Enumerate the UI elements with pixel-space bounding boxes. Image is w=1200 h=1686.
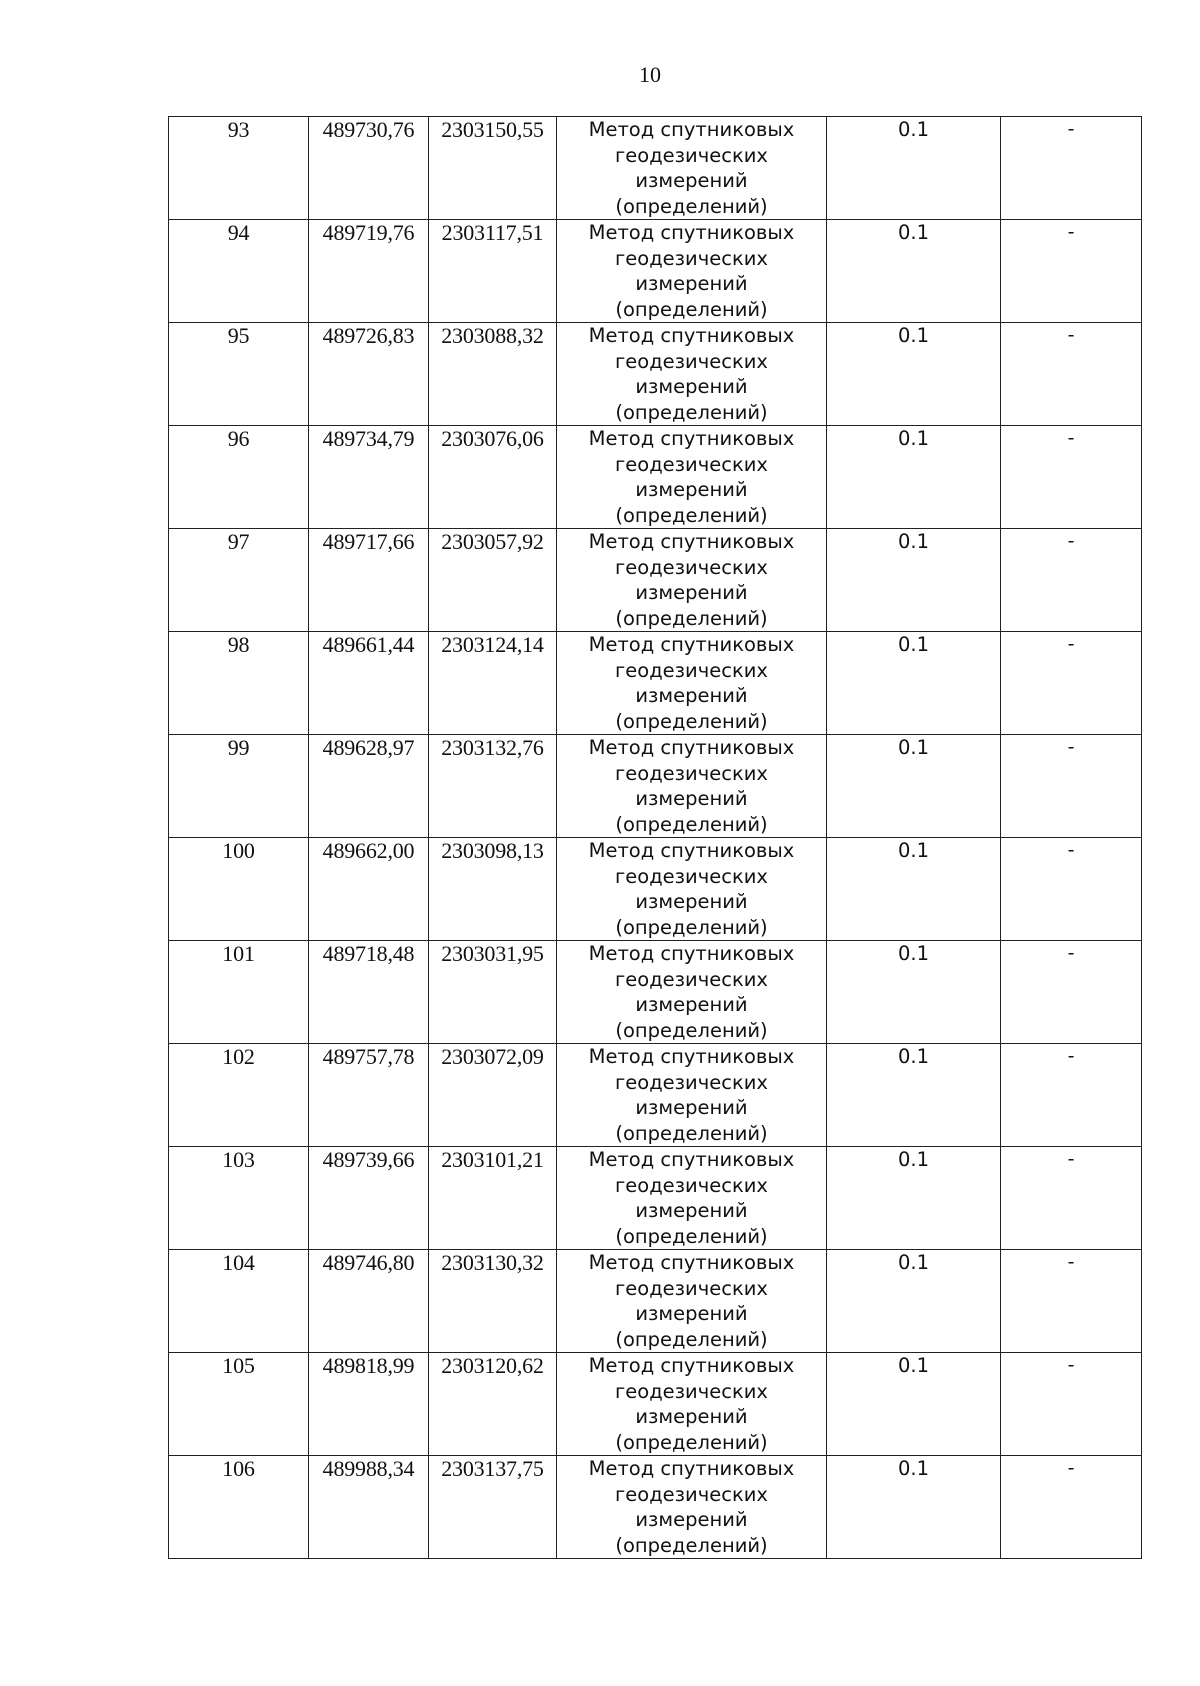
- accuracy-cell: 0.1: [827, 632, 1001, 735]
- method-line: Метод спутниковых: [588, 736, 795, 759]
- x-coordinate-cell: 489718,48: [309, 941, 429, 1044]
- method-cell: [557, 1250, 827, 1353]
- table-row: [169, 1250, 1142, 1353]
- method-line: геодезических: [615, 1379, 768, 1403]
- method-line: (определений): [615, 1018, 768, 1042]
- method-line: измерений: [635, 993, 748, 1016]
- method-line: геодезических: [615, 761, 768, 785]
- method-cell: [557, 941, 827, 1044]
- method-line: Метод спутниковых: [588, 633, 795, 656]
- y-coordinate-cell: 2303130,32: [429, 1250, 557, 1353]
- table-row: [169, 735, 1142, 838]
- method-line: измерений: [635, 890, 748, 913]
- method-line: геодезических: [615, 864, 768, 888]
- note-cell: -: [1001, 1353, 1142, 1456]
- x-coordinate-cell: 489739,66: [309, 1147, 429, 1250]
- note-cell: -: [1001, 632, 1142, 735]
- method-line: измерений: [635, 1199, 748, 1222]
- point-number-cell: 93: [169, 117, 309, 220]
- accuracy-cell: 0.1: [827, 426, 1001, 529]
- x-coordinate-cell: 489717,66: [309, 529, 429, 632]
- table-row: [169, 1147, 1142, 1250]
- coordinates-table-body: [169, 117, 1142, 1559]
- point-number-cell: 103: [169, 1147, 309, 1250]
- method-line: геодезических: [615, 246, 768, 270]
- method-cell: [557, 1353, 827, 1456]
- method-line: Метод спутниковых: [588, 1251, 795, 1274]
- point-number-cell: 98: [169, 632, 309, 735]
- method-line: (определений): [615, 812, 768, 836]
- accuracy-cell: 0.1: [827, 1044, 1001, 1147]
- point-number-cell: 105: [169, 1353, 309, 1456]
- y-coordinate-cell: 2303101,21: [429, 1147, 557, 1250]
- method-line: измерений: [635, 581, 748, 604]
- method-line: (определений): [615, 915, 768, 939]
- method-line: Метод спутниковых: [588, 942, 795, 965]
- table-row: [169, 1456, 1142, 1559]
- x-coordinate-cell: 489730,76: [309, 117, 429, 220]
- x-coordinate-cell: 489661,44: [309, 632, 429, 735]
- point-number-cell: 101: [169, 941, 309, 1044]
- method-line: (определений): [615, 1430, 768, 1454]
- y-coordinate-cell: 2303132,76: [429, 735, 557, 838]
- method-line: Метод спутниковых: [588, 839, 795, 862]
- note-cell: -: [1001, 838, 1142, 941]
- note-cell: -: [1001, 1147, 1142, 1250]
- accuracy-cell: 0.1: [827, 1147, 1001, 1250]
- x-coordinate-cell: 489746,80: [309, 1250, 429, 1353]
- accuracy-cell: 0.1: [827, 735, 1001, 838]
- note-cell: -: [1001, 1044, 1142, 1147]
- y-coordinate-cell: 2303057,92: [429, 529, 557, 632]
- method-line: (определений): [615, 709, 768, 733]
- method-line: (определений): [615, 194, 768, 218]
- method-line: геодезических: [615, 658, 768, 682]
- x-coordinate-cell: 489719,76: [309, 220, 429, 323]
- method-line: (определений): [615, 297, 768, 321]
- note-cell: -: [1001, 1250, 1142, 1353]
- table-row: [169, 838, 1142, 941]
- note-cell: -: [1001, 529, 1142, 632]
- method-line: измерений: [635, 1508, 748, 1531]
- method-line: Метод спутниковых: [588, 118, 795, 141]
- note-cell: -: [1001, 941, 1142, 1044]
- table-row: [169, 323, 1142, 426]
- y-coordinate-cell: 2303117,51: [429, 220, 557, 323]
- method-line: измерений: [635, 1405, 748, 1428]
- coordinates-table: [168, 116, 1142, 1559]
- y-coordinate-cell: 2303088,32: [429, 323, 557, 426]
- table-row: [169, 1353, 1142, 1456]
- table-row: [169, 1044, 1142, 1147]
- accuracy-cell: 0.1: [827, 117, 1001, 220]
- method-cell: [557, 117, 827, 220]
- x-coordinate-cell: 489662,00: [309, 838, 429, 941]
- method-line: измерений: [635, 478, 748, 501]
- method-line: (определений): [615, 400, 768, 424]
- y-coordinate-cell: 2303150,55: [429, 117, 557, 220]
- method-line: измерений: [635, 169, 748, 192]
- table-row: [169, 941, 1142, 1044]
- table-row: [169, 117, 1142, 220]
- method-line: (определений): [615, 1224, 768, 1248]
- method-cell: [557, 1044, 827, 1147]
- method-line: Метод спутниковых: [588, 1148, 795, 1171]
- table-row: [169, 426, 1142, 529]
- y-coordinate-cell: 2303137,75: [429, 1456, 557, 1559]
- method-line: (определений): [615, 1327, 768, 1351]
- method-line: Метод спутниковых: [588, 1354, 795, 1377]
- method-line: измерений: [635, 684, 748, 707]
- method-line: (определений): [615, 1533, 768, 1557]
- x-coordinate-cell: 489988,34: [309, 1456, 429, 1559]
- accuracy-cell: 0.1: [827, 220, 1001, 323]
- accuracy-cell: 0.1: [827, 1353, 1001, 1456]
- point-number-cell: 102: [169, 1044, 309, 1147]
- y-coordinate-cell: 2303120,62: [429, 1353, 557, 1456]
- point-number-cell: 100: [169, 838, 309, 941]
- note-cell: -: [1001, 735, 1142, 838]
- point-number-cell: 106: [169, 1456, 309, 1559]
- accuracy-cell: 0.1: [827, 529, 1001, 632]
- method-line: измерений: [635, 787, 748, 810]
- method-line: (определений): [615, 503, 768, 527]
- method-line: геодезических: [615, 967, 768, 991]
- method-line: геодезических: [615, 1070, 768, 1094]
- note-cell: -: [1001, 117, 1142, 220]
- accuracy-cell: 0.1: [827, 323, 1001, 426]
- method-line: Метод спутниковых: [588, 1457, 795, 1480]
- table-row: [169, 632, 1142, 735]
- method-line: измерений: [635, 1096, 748, 1119]
- x-coordinate-cell: 489818,99: [309, 1353, 429, 1456]
- method-line: геодезических: [615, 143, 768, 167]
- table-row: [169, 220, 1142, 323]
- method-line: Метод спутниковых: [588, 427, 795, 450]
- method-cell: [557, 426, 827, 529]
- x-coordinate-cell: 489757,78: [309, 1044, 429, 1147]
- method-line: геодезических: [615, 452, 768, 476]
- method-cell: [557, 838, 827, 941]
- y-coordinate-cell: 2303076,06: [429, 426, 557, 529]
- method-line: геодезических: [615, 1482, 768, 1506]
- method-line: геодезических: [615, 1276, 768, 1300]
- x-coordinate-cell: 489628,97: [309, 735, 429, 838]
- method-cell: [557, 1147, 827, 1250]
- method-line: геодезических: [615, 349, 768, 373]
- accuracy-cell: 0.1: [827, 1456, 1001, 1559]
- y-coordinate-cell: 2303124,14: [429, 632, 557, 735]
- method-line: измерений: [635, 375, 748, 398]
- method-line: геодезических: [615, 555, 768, 579]
- accuracy-cell: 0.1: [827, 941, 1001, 1044]
- method-line: (определений): [615, 606, 768, 630]
- note-cell: -: [1001, 220, 1142, 323]
- x-coordinate-cell: 489726,83: [309, 323, 429, 426]
- note-cell: -: [1001, 426, 1142, 529]
- method-cell: [557, 1456, 827, 1559]
- note-cell: -: [1001, 323, 1142, 426]
- method-line: Метод спутниковых: [588, 1045, 795, 1068]
- method-cell: [557, 735, 827, 838]
- point-number-cell: 96: [169, 426, 309, 529]
- method-line: Метод спутниковых: [588, 530, 795, 553]
- method-line: (определений): [615, 1121, 768, 1145]
- method-line: Метод спутниковых: [588, 221, 795, 244]
- method-line: Метод спутниковых: [588, 324, 795, 347]
- point-number-cell: 97: [169, 529, 309, 632]
- x-coordinate-cell: 489734,79: [309, 426, 429, 529]
- method-cell: [557, 529, 827, 632]
- point-number-cell: 104: [169, 1250, 309, 1353]
- method-line: измерений: [635, 1302, 748, 1325]
- accuracy-cell: 0.1: [827, 838, 1001, 941]
- accuracy-cell: 0.1: [827, 1250, 1001, 1353]
- method-cell: [557, 220, 827, 323]
- y-coordinate-cell: 2303031,95: [429, 941, 557, 1044]
- method-cell: [557, 323, 827, 426]
- table-row: [169, 529, 1142, 632]
- point-number-cell: 99: [169, 735, 309, 838]
- y-coordinate-cell: 2303098,13: [429, 838, 557, 941]
- point-number-cell: 95: [169, 323, 309, 426]
- point-number-cell: 94: [169, 220, 309, 323]
- method-line: измерений: [635, 272, 748, 295]
- method-cell: [557, 632, 827, 735]
- method-line: геодезических: [615, 1173, 768, 1197]
- page-number: 10: [639, 62, 661, 87]
- y-coordinate-cell: 2303072,09: [429, 1044, 557, 1147]
- note-cell: -: [1001, 1456, 1142, 1559]
